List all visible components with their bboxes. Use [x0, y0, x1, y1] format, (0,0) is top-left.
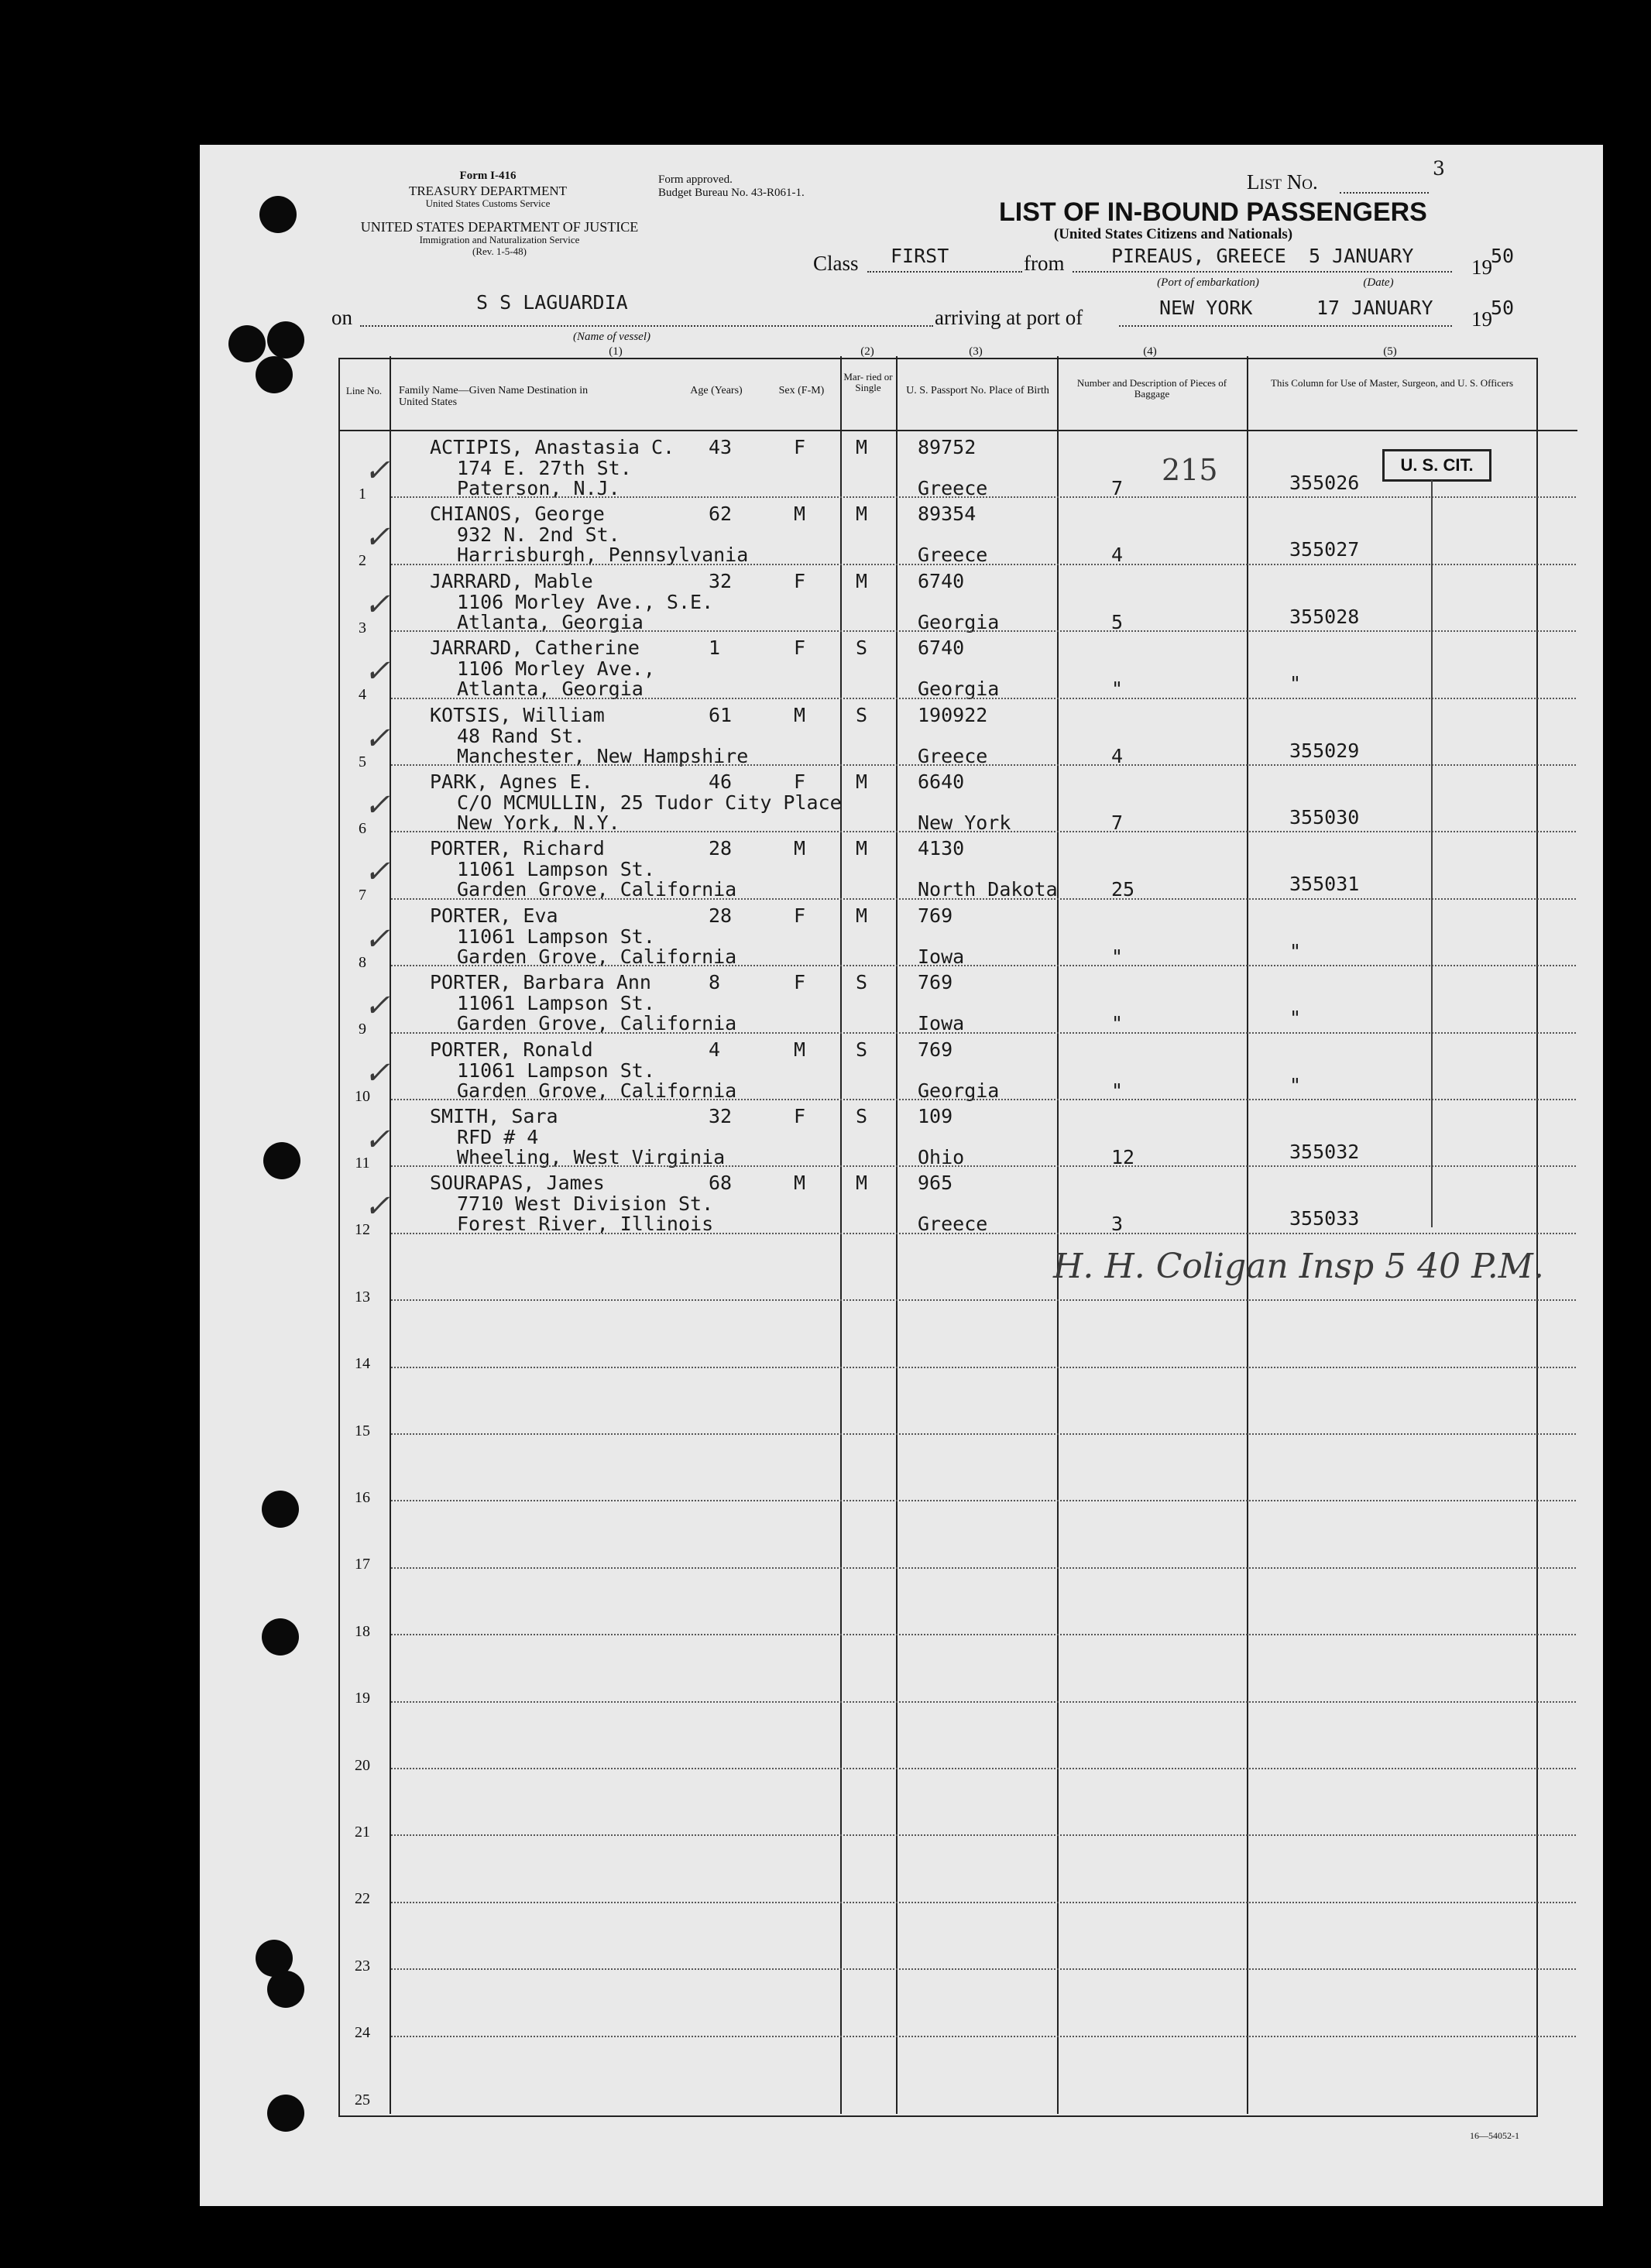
passenger-street: 11061 Lampson St. [457, 992, 655, 1015]
passenger-street: 7710 West Division St. [457, 1192, 714, 1216]
passenger-street: 1106 Morley Ave., [457, 657, 655, 681]
passenger-marital: M [856, 1172, 868, 1195]
passenger-city: Harrisburgh, Pennsylvania [457, 544, 749, 567]
row-divider [391, 1233, 1576, 1234]
baggage-count: 7 [1111, 811, 1124, 834]
passenger-street: 1106 Morley Ave., S.E. [457, 590, 714, 613]
passenger-marital: S [856, 1105, 868, 1127]
passenger-age: 46 [709, 770, 733, 793]
officer-note: " [1289, 1073, 1302, 1096]
arrival-date: 17 JANUARY [1316, 297, 1433, 319]
passenger-sex: M [794, 837, 806, 860]
row-divider [391, 1834, 1576, 1836]
passenger-street: C/O MCMULLIN, 25 Tudor City Place [457, 791, 842, 814]
check-mark: ✓ [364, 453, 390, 489]
passenger-city: New York, N.Y. [457, 811, 620, 834]
line-number: 10 [355, 1087, 370, 1105]
passenger-age: 1 [709, 636, 721, 660]
header-rule [338, 430, 1577, 431]
officer-note: 355026 [1289, 472, 1360, 494]
baggage-count: 7 [1111, 477, 1124, 499]
line-number: 1 [359, 486, 366, 503]
header-baggage: Number and Description of Pieces of Baggage [1076, 377, 1227, 400]
officer-note: 355032 [1289, 1141, 1360, 1163]
passenger-street: 11061 Lampson St. [457, 925, 655, 948]
place-of-birth: North Dakota [918, 878, 1058, 901]
passenger-age: 28 [709, 837, 733, 860]
officer-note: 355027 [1289, 538, 1360, 561]
passenger-city: Garden Grove, California [457, 945, 737, 968]
arrival-port: NEW YORK [1159, 297, 1253, 319]
row-divider [391, 1099, 1576, 1100]
header-officers: This Column for Use of Master, Surgeon, and U. S. Officers [1270, 377, 1514, 389]
passenger-street: 932 N. 2nd St. [457, 523, 620, 547]
passenger-age: 62 [709, 503, 733, 526]
place-of-birth: Georgia [918, 678, 1000, 701]
passenger-sex: F [794, 971, 806, 994]
row-divider [391, 1634, 1576, 1635]
row-divider [391, 1433, 1576, 1435]
officer-note: 355033 [1289, 1207, 1360, 1230]
row-divider [391, 764, 1576, 766]
check-mark: ✓ [364, 1189, 390, 1225]
vessel-name: S S LAGUARDIA [476, 291, 628, 314]
line-number: 12 [355, 1221, 370, 1239]
form-approved: Form approved. [658, 173, 733, 186]
passenger-age: 68 [709, 1172, 733, 1195]
passenger-marital: M [856, 569, 868, 592]
col-number: (2) [860, 345, 874, 358]
place-of-birth: Iowa [918, 1012, 965, 1035]
date-caption: (Date) [1363, 276, 1394, 289]
header-married: Mar- ried or Single [843, 371, 893, 393]
line-number: 7 [359, 887, 366, 904]
line-number: 25 [355, 2091, 370, 2108]
passenger-name: SMITH, Sara [430, 1105, 558, 1127]
check-mark: ✓ [364, 1055, 390, 1091]
place-of-birth: Georgia [918, 1079, 1000, 1102]
line-number: 20 [355, 1756, 370, 1774]
line-number: 19 [355, 1690, 370, 1707]
list-no-label: List No. [1247, 170, 1318, 194]
passenger-marital: S [856, 1038, 868, 1061]
passenger-city: Manchester, New Hampshire [457, 744, 749, 767]
arriving-label: arriving at port of [935, 306, 1083, 329]
row-divider [391, 1701, 1576, 1703]
row-divider [391, 965, 1576, 966]
passenger-sex: M [794, 703, 806, 726]
baggage-count: " [1111, 945, 1124, 968]
passenger-marital: M [856, 904, 868, 927]
passenger-age: 32 [709, 569, 733, 592]
officer-note: 355030 [1289, 806, 1360, 829]
place-of-birth: Greece [918, 477, 988, 499]
budget-bureau: Budget Bureau No. 43-R061-1. [658, 187, 805, 199]
row-divider [391, 1567, 1576, 1569]
passenger-marital: M [856, 770, 868, 793]
check-mark: ✓ [364, 586, 390, 623]
passport-number: 769 [918, 904, 953, 927]
passenger-city: Garden Grove, California [457, 1012, 737, 1035]
passenger-marital: M [856, 837, 868, 860]
passenger-sex: M [794, 503, 806, 526]
check-mark: ✓ [364, 787, 390, 823]
revision: (Rev. 1-5-48) [472, 245, 527, 257]
officer-note: 355031 [1289, 873, 1360, 896]
passenger-name: JARRARD, Mable [430, 569, 593, 592]
class-value: FIRST [891, 245, 949, 267]
header-age: Age (Years) [690, 385, 743, 396]
officer-note: 355029 [1289, 739, 1360, 762]
punch-hole [259, 196, 297, 233]
row-divider [391, 1367, 1576, 1368]
row-divider [391, 1968, 1576, 1970]
officer-note: " [1289, 939, 1302, 962]
passenger-age: 61 [709, 703, 733, 726]
justice-dept: UNITED STATES DEPARTMENT OF JUSTICE [360, 219, 639, 235]
passenger-sex: F [794, 1105, 806, 1127]
place-of-birth: Iowa [918, 945, 965, 968]
baggage-count: 5 [1111, 610, 1124, 633]
passenger-street: 11061 Lampson St. [457, 1059, 655, 1082]
row-divider [391, 698, 1576, 699]
passenger-street: 174 E. 27th St. [457, 457, 632, 479]
line-number: 2 [359, 552, 366, 570]
from-label: from [1024, 252, 1065, 275]
passenger-name: PARK, Agnes E. [430, 770, 593, 793]
inspector-signature: H. H. Coligan Insp 5 40 P.M. [1053, 1247, 1544, 1286]
passport-number: 6640 [918, 770, 965, 793]
passenger-city: Garden Grove, California [457, 1079, 737, 1102]
punch-hole [267, 321, 304, 359]
page-title: LIST OF IN-BOUND PASSENGERS [999, 197, 1427, 227]
line-number: 23 [355, 1957, 370, 1975]
place-of-birth: Greece [918, 744, 988, 767]
year-prefix-1: 19 [1471, 256, 1492, 279]
row-divider [391, 831, 1576, 832]
line-number: 17 [355, 1556, 370, 1573]
line-number: 4 [359, 686, 366, 704]
officer-note: 355028 [1289, 605, 1360, 628]
passenger-marital: M [856, 436, 868, 458]
officer-note: " [1289, 672, 1302, 695]
passenger-city: Atlanta, Georgia [457, 678, 644, 701]
row-divider [391, 1299, 1576, 1301]
row-divider [391, 1165, 1576, 1167]
baggage-count: " [1111, 1079, 1124, 1102]
passenger-name: JARRARD, Catherine [430, 636, 640, 660]
class-label: Class [813, 252, 859, 275]
row-divider [391, 496, 1576, 498]
line-number: 22 [355, 1890, 370, 1908]
punch-hole [267, 1971, 304, 2008]
passenger-name: KOTSIS, William [430, 703, 605, 726]
from-date: 5 JANUARY [1309, 245, 1414, 267]
line-number: 6 [359, 820, 366, 837]
passenger-city: Forest River, Illinois [457, 1213, 714, 1236]
line-number: 13 [355, 1288, 370, 1306]
stamp-line [1431, 480, 1433, 1227]
passenger-city: Paterson, N.J. [457, 477, 620, 499]
passport-number: 89354 [918, 503, 977, 526]
from-year: 50 [1491, 245, 1515, 267]
line-number: 9 [359, 1021, 366, 1038]
passenger-name: CHIANOS, George [430, 503, 605, 526]
arrival-year: 50 [1491, 297, 1515, 319]
passenger-sex: F [794, 636, 806, 660]
line-number: 18 [355, 1622, 370, 1640]
passport-number: 190922 [918, 703, 988, 726]
us-citizen-stamp: U. S. CIT. [1382, 449, 1491, 482]
punch-hole [256, 356, 293, 393]
baggage-count: " [1111, 678, 1124, 701]
passport-number: 4130 [918, 837, 965, 860]
form-number: Form I-416 [459, 170, 517, 182]
passenger-name: PORTER, Eva [430, 904, 558, 927]
passenger-sex: M [794, 1038, 806, 1061]
passenger-age: 8 [709, 971, 721, 994]
passenger-city: Garden Grove, California [457, 878, 737, 901]
passenger-marital: S [856, 703, 868, 726]
passenger-marital: S [856, 636, 868, 660]
header-line-no: Line No. [345, 385, 383, 396]
port-caption: (Port of embarkation) [1157, 276, 1259, 289]
check-mark: ✓ [364, 654, 390, 690]
check-mark: ✓ [364, 988, 390, 1024]
row-divider [391, 1500, 1576, 1501]
page-subtitle: (United States Citizens and Nationals) [1053, 226, 1293, 242]
punch-hole [263, 1142, 300, 1179]
list-no-value: 3 [1433, 157, 1445, 180]
baggage-count: 25 [1111, 878, 1135, 901]
col-number: (3) [969, 345, 983, 358]
passport-number: 109 [918, 1105, 953, 1127]
line-number: 21 [355, 1824, 370, 1841]
place-of-birth: New York [918, 811, 1011, 834]
header-name: Family Name—Given Name Destination in United States [399, 385, 589, 408]
punch-hole [267, 2095, 304, 2132]
passenger-street: 48 Rand St. [457, 724, 585, 747]
baggage-count: 4 [1111, 544, 1124, 567]
passenger-sex: M [794, 1172, 806, 1195]
passport-number: 6740 [918, 569, 965, 592]
passenger-name: SOURAPAS, James [430, 1172, 605, 1195]
line-number: 16 [355, 1489, 370, 1506]
punch-hole [262, 1491, 299, 1528]
passenger-age: 28 [709, 904, 733, 927]
passenger-name: ACTIPIS, Anastasia C. [430, 436, 675, 458]
col-number: (4) [1143, 345, 1157, 358]
line-number: 11 [355, 1155, 370, 1172]
passport-number: 769 [918, 1038, 953, 1061]
on-label: on [331, 306, 352, 329]
row-divider [391, 630, 1576, 632]
passenger-age: 4 [709, 1038, 721, 1061]
passport-number: 89752 [918, 436, 977, 458]
treasury-dept: TREASURY DEPARTMENT [408, 184, 568, 198]
baggage-count: 4 [1111, 744, 1124, 767]
vessel-caption: (Name of vessel) [573, 331, 650, 343]
passenger-marital: M [856, 503, 868, 526]
line-number: 5 [359, 753, 366, 770]
passenger-name: PORTER, Barbara Ann [430, 971, 651, 994]
col-number: (5) [1383, 345, 1397, 358]
passport-number: 6740 [918, 636, 965, 660]
passenger-age: 32 [709, 1105, 733, 1127]
passenger-city: Atlanta, Georgia [457, 610, 644, 633]
check-mark: ✓ [364, 1122, 390, 1158]
place-of-birth: Greece [918, 544, 988, 567]
passenger-city: Wheeling, West Virginia [457, 1146, 726, 1168]
punch-hole [228, 325, 266, 362]
baggage-count: " [1111, 1012, 1124, 1035]
line-number: 14 [355, 1355, 370, 1373]
check-mark: ✓ [364, 520, 390, 556]
header-passport: U. S. Passport No. Place of Birth [906, 385, 1049, 396]
row-divider [391, 1768, 1576, 1769]
row-divider [391, 898, 1576, 900]
place-of-birth: Georgia [918, 610, 1000, 633]
line-number: 24 [355, 2024, 370, 2042]
line-number: 15 [355, 1422, 370, 1439]
col-number: (1) [609, 345, 623, 358]
passenger-sex: F [794, 770, 806, 793]
year-prefix-2: 19 [1471, 307, 1492, 331]
check-mark: ✓ [364, 720, 390, 757]
officer-note: " [1289, 1007, 1302, 1030]
passport-number: 965 [918, 1172, 953, 1195]
passenger-street: 11061 Lampson St. [457, 858, 655, 881]
passenger-age: 43 [709, 436, 733, 458]
footer-code: 16—54052-1 [1470, 2130, 1519, 2141]
baggage-count: 12 [1111, 1146, 1135, 1168]
row-divider [391, 1032, 1576, 1034]
line-number: 8 [359, 953, 366, 971]
passenger-sex: F [794, 436, 806, 458]
place-of-birth: Greece [918, 1213, 988, 1236]
ins-service: Immigration and Naturalization Service [419, 234, 580, 245]
baggage-count: 3 [1111, 1213, 1124, 1236]
passenger-name: PORTER, Ronald [430, 1038, 593, 1061]
passport-number: 769 [918, 971, 953, 994]
line-number: 3 [359, 619, 366, 636]
passenger-name: PORTER, Richard [430, 837, 605, 860]
place-of-birth: Ohio [918, 1146, 965, 1168]
row-divider [391, 1902, 1576, 1903]
handwritten-215: 215 [1162, 453, 1218, 487]
customs-service: United States Customs Service [425, 197, 551, 209]
punch-hole [262, 1618, 299, 1656]
passenger-marital: S [856, 971, 868, 994]
from-port: PIREAUS, GREECE [1111, 245, 1286, 267]
passenger-street: RFD # 4 [457, 1126, 539, 1148]
header-sex: Sex (F-M) [778, 385, 825, 396]
check-mark: ✓ [364, 921, 390, 957]
passenger-sex: F [794, 569, 806, 592]
check-mark: ✓ [364, 854, 390, 890]
passenger-sex: F [794, 904, 806, 927]
row-divider [391, 564, 1576, 565]
row-divider [391, 2036, 1576, 2037]
